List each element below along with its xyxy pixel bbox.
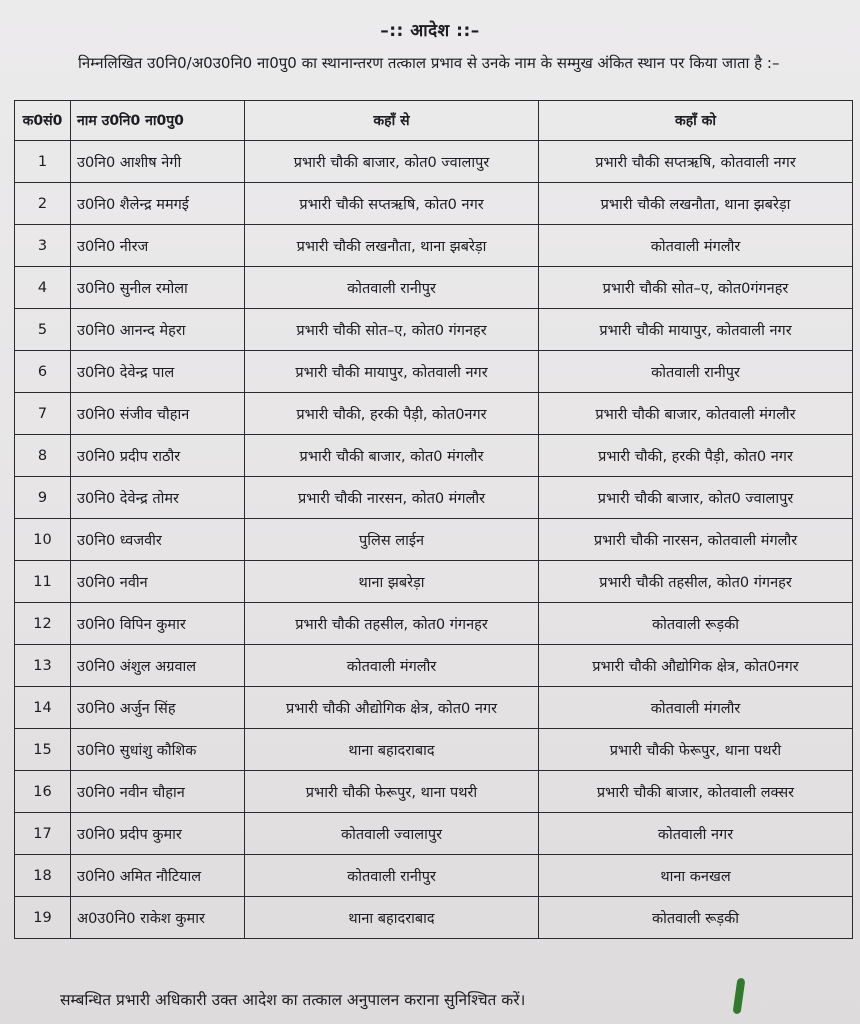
table-row bbox=[15, 771, 853, 813]
transfer-table bbox=[14, 100, 853, 939]
cell-from-post: प्रभारी चौकी बाजार, कोत0 ज्वालापुर bbox=[245, 141, 539, 183]
cell-officer-name: उ0नि0 संजीव चौहान bbox=[71, 393, 245, 435]
cell-from-post: प्रभारी चौकी मायापुर, कोतवाली नगर bbox=[245, 351, 539, 393]
table-row bbox=[15, 897, 853, 939]
cell-officer-name: उ0नि0 अर्जुन सिंह bbox=[71, 687, 245, 729]
cell-from-post: प्रभारी चौकी नारसन, कोत0 मंगलौर bbox=[245, 477, 539, 519]
cell-from-post: प्रभारी चौकी तहसील, कोत0 गंगनहर bbox=[245, 603, 539, 645]
cell-officer-name: उ0नि0 अंशुल अग्रवाल bbox=[71, 645, 245, 687]
order-intro: निम्नलिखित उ0नि0/अ0उ0नि0 ना0पु0 का स्थानान्तरण तत्काल प्रभाव से उनके नाम के सम्मुख अंकित स्थान पर किया जाता है :– bbox=[78, 54, 780, 72]
pen-mark bbox=[733, 978, 746, 1015]
cell-serial: 13 bbox=[15, 645, 71, 687]
cell-from-post: कोतवाली ज्वालापुर bbox=[245, 813, 539, 855]
table-row bbox=[15, 729, 853, 771]
cell-from-post: प्रभारी चौकी, हरकी पैड़ी, कोत0नगर bbox=[245, 393, 539, 435]
cell-officer-name: उ0नि0 आशीष नेगी bbox=[71, 141, 245, 183]
cell-officer-name: उ0नि0 सुधांशु कौशिक bbox=[71, 729, 245, 771]
cell-from-post: पुलिस लाईन bbox=[245, 519, 539, 561]
header-to: कहाँ को bbox=[539, 101, 853, 141]
cell-from-post: प्रभारी चौकी सप्तऋषि, कोत0 नगर bbox=[245, 183, 539, 225]
cell-to-post: प्रभारी चौकी फेरूपुर, थाना पथरी bbox=[539, 729, 853, 771]
table-row bbox=[15, 393, 853, 435]
cell-to-post: कोतवाली रूड़की bbox=[539, 897, 853, 939]
table-row bbox=[15, 813, 853, 855]
cell-serial: 14 bbox=[15, 687, 71, 729]
order-heading: –:: आदेश ::– bbox=[380, 21, 480, 41]
cell-to-post: प्रभारी चौकी बाजार, कोतवाली लक्सर bbox=[539, 771, 853, 813]
cell-to-post: प्रभारी चौकी तहसील, कोत0 गंगनहर bbox=[539, 561, 853, 603]
cell-officer-name: उ0नि0 देवेन्द्र तोमर bbox=[71, 477, 245, 519]
cell-to-post: प्रभारी चौकी सोत–ए, कोत0गंगनहर bbox=[539, 267, 853, 309]
table-row bbox=[15, 477, 853, 519]
cell-officer-name: उ0नि0 शैलेन्द्र ममगई bbox=[71, 183, 245, 225]
cell-officer-name: उ0नि0 सुनील रमोला bbox=[71, 267, 245, 309]
cell-officer-name: उ0नि0 प्रदीप कुमार bbox=[71, 813, 245, 855]
cell-serial: 1 bbox=[15, 141, 71, 183]
cell-from-post: कोतवाली रानीपुर bbox=[245, 855, 539, 897]
cell-from-post: कोतवाली रानीपुर bbox=[245, 267, 539, 309]
cell-officer-name: उ0नि0 देवेन्द्र पाल bbox=[71, 351, 245, 393]
cell-officer-name: उ0नि0 ध्वजवीर bbox=[71, 519, 245, 561]
table-row bbox=[15, 687, 853, 729]
table-row bbox=[15, 519, 853, 561]
table-row bbox=[15, 309, 853, 351]
cell-serial: 5 bbox=[15, 309, 71, 351]
cell-from-post: कोतवाली मंगलौर bbox=[245, 645, 539, 687]
table-row bbox=[15, 141, 853, 183]
cell-serial: 6 bbox=[15, 351, 71, 393]
table-row bbox=[15, 351, 853, 393]
cell-from-post: प्रभारी चौकी फेरूपुर, थाना पथरी bbox=[245, 771, 539, 813]
cell-officer-name: उ0नि0 नीरज bbox=[71, 225, 245, 267]
cell-from-post: थाना बहादराबाद bbox=[245, 729, 539, 771]
cell-officer-name: उ0नि0 विपिन कुमार bbox=[71, 603, 245, 645]
cell-serial: 16 bbox=[15, 771, 71, 813]
cell-serial: 2 bbox=[15, 183, 71, 225]
cell-to-post: प्रभारी चौकी लखनौता, थाना झबरेड़ा bbox=[539, 183, 853, 225]
table-row bbox=[15, 855, 853, 897]
order-footer: सम्बन्धित प्रभारी अधिकारी उक्त आदेश का तत्काल अनुपालन कराना सुनिश्चित करें। bbox=[60, 991, 526, 1009]
header-serial: क0सं0 bbox=[15, 101, 71, 141]
table-header-row bbox=[15, 101, 853, 141]
cell-from-post: थाना झबरेड़ा bbox=[245, 561, 539, 603]
cell-to-post: कोतवाली मंगलौर bbox=[539, 225, 853, 267]
header-name: नाम उ0नि0 ना0पु0 bbox=[71, 101, 245, 141]
cell-officer-name: उ0नि0 आनन्द मेहरा bbox=[71, 309, 245, 351]
cell-officer-name: उ0नि0 नवीन चौहान bbox=[71, 771, 245, 813]
cell-from-post: प्रभारी चौकी सोत–ए, कोत0 गंगनहर bbox=[245, 309, 539, 351]
cell-serial: 9 bbox=[15, 477, 71, 519]
cell-from-post: थाना बहादराबाद bbox=[245, 897, 539, 939]
cell-from-post: प्रभारी चौकी बाजार, कोत0 मंगलौर bbox=[245, 435, 539, 477]
cell-serial: 17 bbox=[15, 813, 71, 855]
cell-serial: 12 bbox=[15, 603, 71, 645]
cell-serial: 8 bbox=[15, 435, 71, 477]
cell-to-post: प्रभारी चौकी, हरकी पैड़ी, कोत0 नगर bbox=[539, 435, 853, 477]
cell-to-post: प्रभारी चौकी नारसन, कोतवाली मंगलौर bbox=[539, 519, 853, 561]
cell-to-post: प्रभारी चौकी औद्योगिक क्षेत्र, कोत0नगर bbox=[539, 645, 853, 687]
cell-to-post: प्रभारी चौकी बाजार, कोत0 ज्वालापुर bbox=[539, 477, 853, 519]
table-row bbox=[15, 645, 853, 687]
cell-officer-name: उ0नि0 प्रदीप राठौर bbox=[71, 435, 245, 477]
cell-to-post: कोतवाली नगर bbox=[539, 813, 853, 855]
table-row bbox=[15, 435, 853, 477]
cell-to-post: कोतवाली रूड़की bbox=[539, 603, 853, 645]
header-from: कहाँ से bbox=[245, 101, 539, 141]
cell-officer-name: उ0नि0 अमित नौटियाल bbox=[71, 855, 245, 897]
table-row bbox=[15, 183, 853, 225]
cell-serial: 4 bbox=[15, 267, 71, 309]
cell-serial: 18 bbox=[15, 855, 71, 897]
table-row bbox=[15, 225, 853, 267]
cell-serial: 15 bbox=[15, 729, 71, 771]
cell-serial: 10 bbox=[15, 519, 71, 561]
cell-to-post: कोतवाली रानीपुर bbox=[539, 351, 853, 393]
cell-to-post: प्रभारी चौकी मायापुर, कोतवाली नगर bbox=[539, 309, 853, 351]
cell-serial: 19 bbox=[15, 897, 71, 939]
table-body bbox=[15, 141, 853, 939]
table-row bbox=[15, 267, 853, 309]
table-row bbox=[15, 603, 853, 645]
cell-serial: 3 bbox=[15, 225, 71, 267]
cell-from-post: प्रभारी चौकी लखनौता, थाना झबरेड़ा bbox=[245, 225, 539, 267]
cell-serial: 11 bbox=[15, 561, 71, 603]
cell-to-post: प्रभारी चौकी बाजार, कोतवाली मंगलौर bbox=[539, 393, 853, 435]
cell-from-post: प्रभारी चौकी औद्योगिक क्षेत्र, कोत0 नगर bbox=[245, 687, 539, 729]
cell-officer-name: उ0नि0 नवीन bbox=[71, 561, 245, 603]
cell-serial: 7 bbox=[15, 393, 71, 435]
cell-officer-name: अ0उ0नि0 राकेश कुमार bbox=[71, 897, 245, 939]
cell-to-post: प्रभारी चौकी सप्तऋषि, कोतवाली नगर bbox=[539, 141, 853, 183]
cell-to-post: कोतवाली मंगलौर bbox=[539, 687, 853, 729]
table-row bbox=[15, 561, 853, 603]
cell-to-post: थाना कनखल bbox=[539, 855, 853, 897]
